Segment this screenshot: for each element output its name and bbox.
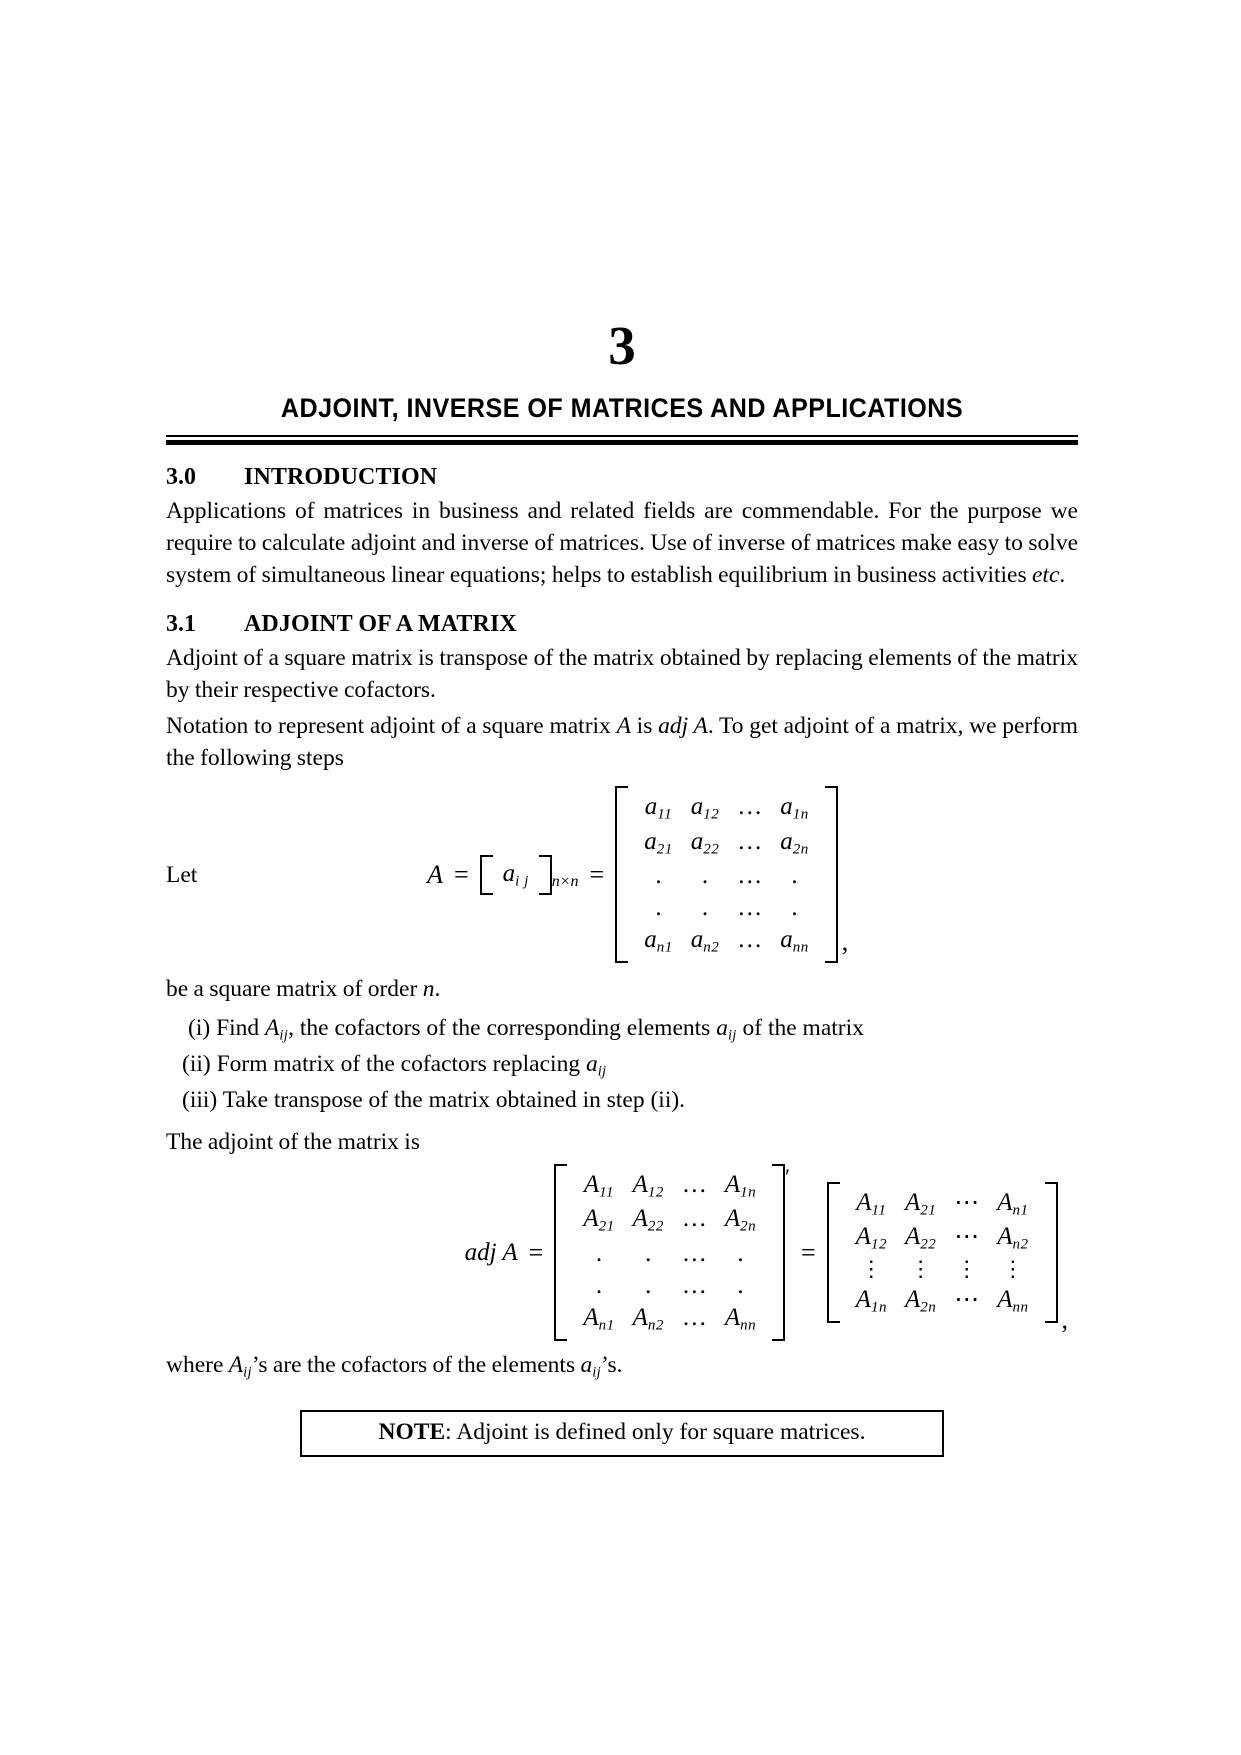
notation-text-b: is <box>630 712 659 739</box>
matrix-cell: . <box>737 1239 744 1267</box>
equation-2-comma: , <box>1061 1305 1068 1335</box>
matrix-cell: . <box>595 1271 603 1299</box>
matrix-cell: ⋮ <box>860 1256 883 1282</box>
step-var-A: A <box>265 1015 280 1042</box>
step-var-a: a <box>716 1015 728 1042</box>
matrix-cell-subscript: 22 <box>647 1218 664 1235</box>
matrix-cell: … <box>681 1205 707 1233</box>
matrix-cell-subscript: 1n <box>870 1299 887 1316</box>
matrix-cell-subscript: 2n <box>740 1218 757 1235</box>
equation-adj-row <box>166 1164 1078 1341</box>
where-sub-ij: ij <box>243 1364 252 1381</box>
matrix-cell-base: A <box>904 1223 921 1251</box>
matrix-cell-base: A <box>997 1286 1013 1314</box>
matrix-cell <box>896 1187 945 1221</box>
notation-adj-A: adj A <box>658 712 708 739</box>
let-label: Let <box>166 862 198 889</box>
matrix-cell: ⋯ <box>954 1223 980 1251</box>
adjoint-intro-line: The adjoint of the matrix is <box>166 1128 420 1155</box>
matrix-cell: … <box>737 861 763 889</box>
matrix-cell-subscript: n1 <box>656 939 673 956</box>
matrix-cell <box>988 1221 1037 1255</box>
matrix-cell-base: a <box>644 827 657 855</box>
matrix-cell-subscript: nn <box>1012 1299 1029 1316</box>
matrix-cell-subscript: 12 <box>647 1184 664 1201</box>
section-number: 3.1 <box>166 610 196 637</box>
bracket-dimension-subscript: n×n <box>551 872 579 890</box>
section-heading-3-0 <box>166 464 1078 491</box>
matrix-bracket-left <box>554 1164 567 1341</box>
matrix-cell-base: A <box>855 1286 871 1314</box>
matrix-cell-base: A <box>856 1188 872 1216</box>
adjoint-definition-paragraph: Adjoint of a square matrix is transpose of the matrix obtained by replacing elements of the matrix by their respective cofactors. <box>166 644 1078 703</box>
matrix-cell: . <box>655 893 662 921</box>
section-heading-3-1 <box>166 611 1078 638</box>
matrix-cell-base: A <box>904 1286 921 1314</box>
matrix-cell-base: A <box>724 1205 741 1233</box>
matrix-cell <box>574 1302 623 1336</box>
matrix-cell-subscript: 22 <box>920 1236 937 1253</box>
matrix-cell-base: A <box>904 1188 921 1216</box>
matrix-cell <box>682 791 729 825</box>
matrix-cell: … <box>737 893 763 921</box>
matrix-cell-base: A <box>583 1171 600 1199</box>
matrix-cell <box>896 1221 945 1255</box>
matrix-cell-subscript: 21 <box>656 841 673 858</box>
step-marker: (iii) <box>182 1086 218 1113</box>
matrix-cell <box>847 1221 896 1255</box>
matrix-cell-subscript: n2 <box>703 939 720 956</box>
where-line <box>166 1349 1078 1384</box>
divider-thick-line <box>166 440 1078 445</box>
step-sub-ij: ij <box>597 1063 607 1080</box>
matrix-cofactors-grid <box>567 1164 772 1341</box>
matrix-cell-base: A <box>583 1303 599 1331</box>
matrix-cell-subscript: 21 <box>598 1218 615 1235</box>
order-var-n: n <box>422 976 435 1003</box>
matrix-cell-subscript: 11 <box>599 1184 615 1201</box>
bracket-right <box>539 855 552 895</box>
steps-list <box>166 1011 1078 1117</box>
notation-var-A: A <box>616 712 631 739</box>
where-text-b: ’s are the cofactors of the elements <box>251 1352 581 1379</box>
matrix-cell: … <box>681 1239 707 1267</box>
matrix-cell: … <box>737 925 763 953</box>
matrix-cell-subscript: 1n <box>740 1184 757 1201</box>
equation-lhs-A: A <box>427 859 443 889</box>
page-content <box>166 0 1078 1457</box>
matrix-cell-subscript: 1n <box>792 806 809 823</box>
matrix-cell-base: A <box>724 1303 741 1331</box>
matrix-adjoint <box>827 1182 1058 1324</box>
matrix-cell-base: A <box>632 1171 648 1199</box>
equals-sign-2: = <box>589 859 605 889</box>
matrix-cell-base: A <box>632 1303 648 1331</box>
matrix-cell <box>771 826 818 860</box>
step-text-a: Form matrix of the cofactors replacing <box>210 1051 586 1078</box>
equation-1-body <box>197 786 1078 963</box>
matrix-cell <box>988 1187 1037 1221</box>
notation-text-c: . To get adjoint of a matrix, we perform the following steps <box>166 712 1078 772</box>
matrix-cell <box>896 1284 945 1318</box>
equals-sign-4: = <box>800 1237 816 1267</box>
bracket-element-subscript: i j <box>515 873 529 890</box>
intro-paragraph-text: Applications of matrices in business and related fields are commendable. For the purpose we require to calculate adjoint and inverse of matrices. Use of inverse of matrices make easy to solve system of simultaneous linear equations; helps to establish equilibrium in business activities <box>166 498 1078 589</box>
matrix-cell-subscript: n1 <box>1012 1202 1029 1219</box>
matrix-cell-base: a <box>780 827 793 855</box>
matrix-bracket-right <box>825 786 838 963</box>
matrix-cell-subscript: 11 <box>871 1202 887 1219</box>
matrix-cell-subscript: nn <box>740 1317 757 1334</box>
matrix-cell <box>716 1203 765 1237</box>
matrix-cell-base: a <box>780 793 793 821</box>
step-item-i <box>166 1011 1078 1047</box>
chapter-number: 3 <box>608 315 636 376</box>
matrix-bracket-right <box>1045 1182 1058 1324</box>
matrix-adjoint-grid <box>840 1182 1045 1324</box>
where-text-c: ’s. <box>600 1352 623 1379</box>
matrix-cell <box>847 1284 896 1318</box>
matrix-cell: … <box>681 1271 707 1299</box>
step-text-c: of the matrix <box>736 1015 864 1042</box>
notation-text-a: Notation to represent adjoint of a square matrix <box>166 712 617 739</box>
matrix-cell-base: a <box>644 793 658 821</box>
matrix-cell-subscript: 12 <box>870 1236 887 1253</box>
matrix-bracket-left <box>827 1182 840 1324</box>
matrix-cell-base: A <box>997 1188 1013 1216</box>
intro-paragraph-period: . <box>1059 562 1066 589</box>
chapter-title: ADJOINT, INVERSE OF MATRICES AND APPLICATIONS <box>280 393 964 423</box>
intro-paragraph-etc: etc <box>1032 562 1060 589</box>
equals-sign: = <box>453 859 469 889</box>
matrix-A <box>615 786 838 963</box>
matrix-bracket-left <box>615 786 628 963</box>
matrix-cell: . <box>595 1239 603 1267</box>
where-var-A: A <box>228 1352 244 1379</box>
matrix-cell-subscript: n2 <box>647 1317 664 1334</box>
matrix-cell <box>574 1169 623 1203</box>
matrix-bracket-right <box>772 1164 785 1341</box>
equation-let-row <box>166 786 1078 963</box>
where-text-a: where <box>166 1352 229 1379</box>
title-divider <box>166 435 1078 445</box>
step-text-b: , the cofactors of the corresponding elements <box>288 1015 717 1042</box>
matrix-cell-base: A <box>632 1205 648 1233</box>
step-sub-ij-2: ij <box>727 1028 737 1045</box>
transpose-prime: ′ <box>785 1164 790 1190</box>
equation-2-body <box>166 1164 1078 1341</box>
intro-paragraph <box>166 495 1078 592</box>
bracket-notation-aij <box>480 855 579 895</box>
matrix-cell: ⋮ <box>955 1256 978 1282</box>
matrix-cell-base: a <box>690 827 704 855</box>
matrix-cell: ⋯ <box>954 1286 980 1314</box>
matrix-cell-base: A <box>724 1171 741 1199</box>
equals-sign-3: = <box>528 1237 544 1267</box>
where-sub-ij-2: ij <box>592 1364 601 1381</box>
matrix-cell <box>682 826 729 860</box>
matrix-cell <box>624 1302 673 1336</box>
note-box <box>300 1410 944 1457</box>
matrix-cell: … <box>737 793 763 821</box>
step-marker: (i) <box>188 1015 211 1042</box>
matrix-cell: … <box>681 1303 707 1331</box>
matrix-cell: . <box>701 893 709 921</box>
matrix-cell <box>771 791 818 825</box>
matrix-cell <box>624 1203 673 1237</box>
matrix-cell-subscript: 2n <box>792 841 809 858</box>
notation-paragraph <box>166 710 1078 774</box>
order-text-a: be a square matrix of order <box>166 976 423 1003</box>
note-text: : Adjoint is defined only for square matrices. <box>445 1418 866 1445</box>
matrix-cell-subscript: nn <box>792 939 809 956</box>
matrix-cell <box>635 924 682 958</box>
matrix-cell-base: A <box>855 1223 871 1251</box>
matrix-A-grid <box>628 786 825 963</box>
matrix-cell: . <box>645 1271 652 1299</box>
matrix-cell <box>682 924 729 958</box>
step-text-a: Find <box>210 1015 266 1042</box>
equation-1-comma: , <box>841 927 849 957</box>
matrix-cell: ⋯ <box>954 1188 980 1216</box>
matrix-cell: . <box>791 861 798 889</box>
bracket-content <box>493 855 539 895</box>
matrix-cell-subscript: 21 <box>920 1202 937 1219</box>
matrix-cell <box>635 791 682 825</box>
adj-A-label: adj A <box>464 1238 518 1266</box>
matrix-cell: … <box>737 827 763 855</box>
bracket-cell <box>500 860 532 890</box>
matrix-cell: . <box>737 1271 744 1299</box>
matrix-cell-base: a <box>690 793 704 821</box>
matrix-cell-base: a <box>690 925 704 953</box>
matrix-cell <box>624 1169 673 1203</box>
matrix-cell <box>574 1203 623 1237</box>
bracket-element: a <box>502 859 516 887</box>
matrix-cell: . <box>701 861 709 889</box>
matrix-cell-base: a <box>780 925 793 953</box>
order-text-b: . <box>434 976 441 1003</box>
matrix-cell-base: A <box>583 1205 599 1233</box>
matrix-cell-subscript: 12 <box>703 806 720 823</box>
matrix-cell <box>635 826 682 860</box>
matrix-cell <box>847 1187 896 1221</box>
order-line <box>166 973 1078 1005</box>
matrix-cell: ⋮ <box>909 1256 932 1282</box>
where-var-a: a <box>580 1352 593 1379</box>
step-item-ii <box>166 1047 1078 1083</box>
step-sub-ij: ij <box>279 1028 289 1045</box>
matrix-cofactors <box>554 1164 790 1341</box>
section-title: ADJOINT OF A MATRIX <box>244 610 517 637</box>
matrix-cell: . <box>791 893 798 921</box>
step-marker: (ii) <box>182 1051 211 1078</box>
section-title: INTRODUCTION <box>244 464 438 490</box>
step-item-iii <box>166 1083 1078 1117</box>
matrix-cell: . <box>645 1239 652 1267</box>
matrix-cell-subscript: 11 <box>657 806 673 823</box>
step-text-a: Take transpose of the matrix obtained in step (ii). <box>217 1086 686 1113</box>
matrix-cell: … <box>681 1171 707 1199</box>
bracket-left <box>480 855 493 895</box>
matrix-cell-subscript: n1 <box>598 1317 615 1334</box>
matrix-cell: . <box>655 861 662 889</box>
matrix-cell <box>988 1284 1037 1318</box>
matrix-cell-base: a <box>644 925 657 953</box>
matrix-cell <box>716 1169 765 1203</box>
note-label: NOTE <box>378 1418 446 1445</box>
matrix-cell: ⋮ <box>1001 1256 1024 1282</box>
matrix-cell <box>771 924 818 958</box>
step-var-a: a <box>585 1051 598 1078</box>
matrix-cell-subscript: 2n <box>920 1299 937 1316</box>
matrix-cell <box>716 1302 765 1336</box>
matrix-cell-subscript: n2 <box>1012 1236 1029 1253</box>
matrix-cell-base: A <box>997 1223 1013 1251</box>
matrix-cell-subscript: 22 <box>703 841 720 858</box>
section-number: 3.0 <box>166 464 196 490</box>
